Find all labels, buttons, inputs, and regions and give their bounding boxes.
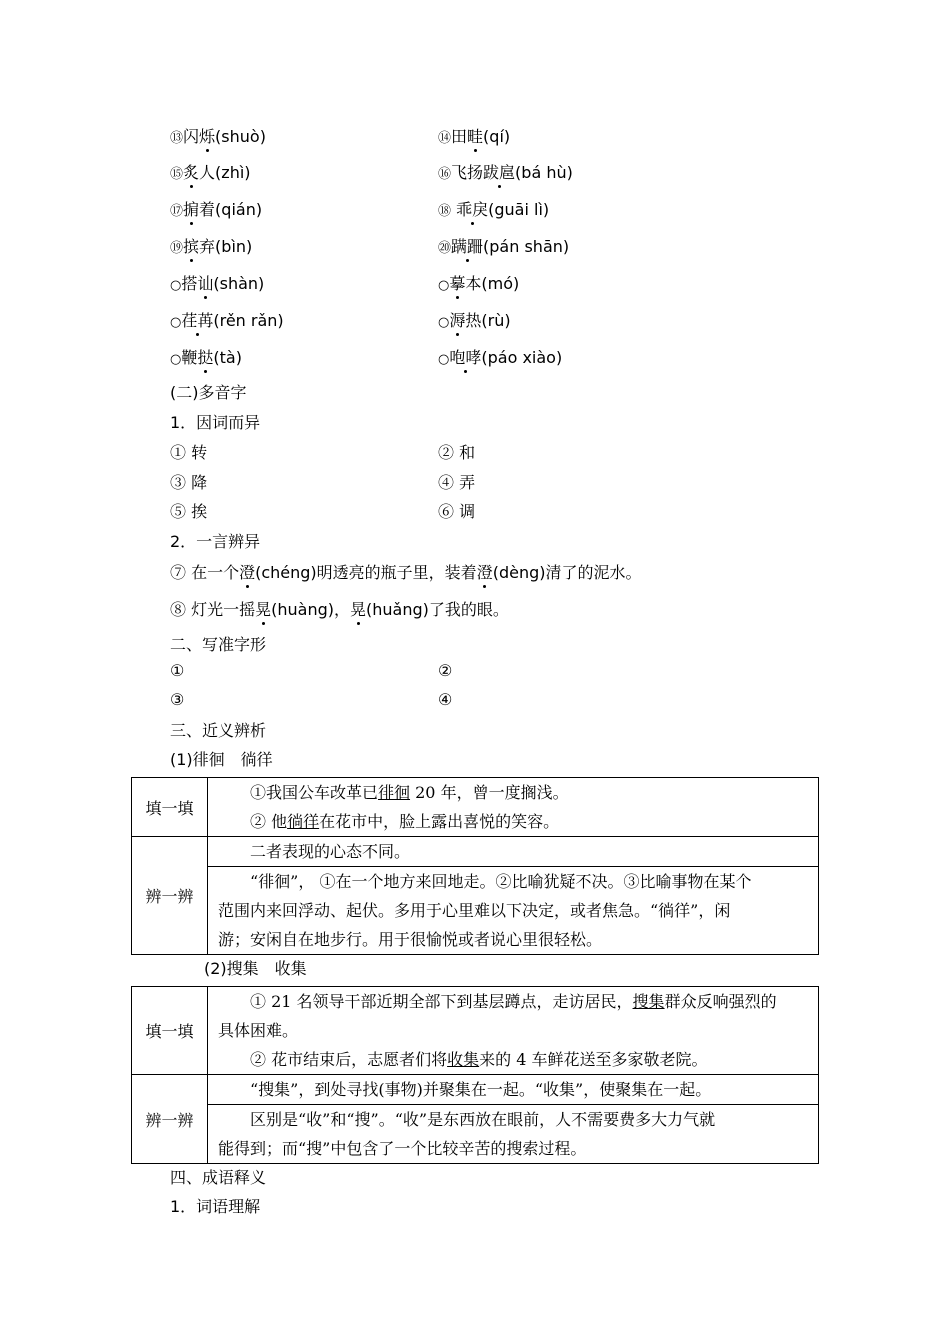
analyze-cell [208, 1075, 819, 1164]
fill-sentence: ② 花市结束后，志愿者们将收集来的 4 车鲜花送至多家敬老院。 [250, 1050, 708, 1069]
pronunciation-item: ⑯飞扬跋扈(bá hù) [438, 160, 573, 183]
pronunciation-item: ⑰掮着(qián) [170, 197, 262, 220]
subsection-idiom-title: 1．词语理解 [170, 1197, 261, 1216]
analyze-cell [208, 837, 819, 955]
polyphone-item: ⑥ 调 [438, 502, 476, 521]
analyze-label: 辨一辨 [132, 1075, 208, 1164]
table-1-title: (1)徘徊 徜徉 [170, 750, 273, 769]
analysis-line: 游；安闲自在地步行。用于很愉悦或者说心里很轻松。 [218, 930, 603, 949]
blank-item: ④ [438, 690, 453, 709]
analysis-line: 二者表现的心态不同。 [250, 842, 411, 861]
pronunciation-item: ⑭田畦(qí) [438, 124, 510, 147]
pronunciation-item: ○摹本(mó) [438, 271, 519, 294]
fill-sentence: 具体困难。 [218, 1021, 299, 1040]
pronunciation-item: ⑬闪烁(shuò) [170, 124, 266, 147]
analysis-line: “徘徊”， ①在一个地方来回地走。②比喻犹疑不决。③比喻事物在某个 [250, 872, 752, 891]
pronunciation-item: ○鞭挞(tà) [170, 345, 242, 368]
blank-item: ② [438, 661, 453, 680]
subsection-2-title: 2．一言辨异 [170, 532, 261, 551]
comparison-table-2 [131, 986, 819, 1164]
blank-item: ① [170, 661, 185, 680]
example-sentence-2: ⑧ 灯光一摇晃(huàng)，晃(huǎng)了我的眼。 [170, 597, 509, 620]
pronunciation-item: ⑲摈弃(bìn) [170, 234, 252, 257]
fill-sentence: ② 他徜徉在花市中，脸上露出喜悦的笑容。 [250, 812, 560, 831]
section-2-heading: 二、写准字形 [170, 635, 267, 654]
table-2-title: (2)搜集 收集 [204, 959, 307, 978]
analysis-line: 区别是“收”和“搜”。“收”是东西放在眼前，人不需要费多大力气就 [250, 1110, 716, 1129]
subsection-1-title: 1．因词而异 [170, 413, 261, 432]
fill-cell [208, 778, 819, 837]
pronunciation-item: ○咆哮(páo xiào) [438, 345, 562, 368]
pronunciation-item: ⑳蹒跚(pán shān) [438, 234, 569, 257]
section-3-heading: 三、近义辨析 [170, 721, 267, 740]
polyphone-item: ③ 降 [170, 473, 208, 492]
polyphone-item: ④ 弄 [438, 473, 476, 492]
analyze-label: 辨一辨 [132, 837, 208, 955]
pronunciation-item: ⑮炙人(zhì) [170, 160, 251, 183]
fill-label: 填一填 [132, 987, 208, 1075]
section-4-heading: 四、成语释义 [170, 1168, 267, 1187]
fill-cell [208, 987, 819, 1075]
fill-sentence: ① 21 名领导干部近期全部下到基层蹲点，走访居民，搜集群众反响强烈的 [250, 992, 777, 1011]
analysis-line: “搜集”，到处寻找(事物)并聚集在一起。“收集”，使聚集在一起。 [250, 1080, 712, 1099]
analysis-line: 范围内来回浮动、起伏。多用于心里难以下决定，或者焦急。“徜徉”，闲 [218, 901, 731, 920]
polyphone-item: ① 转 [170, 443, 208, 462]
pronunciation-item: ○溽热(rù) [438, 308, 511, 331]
analysis-line: 能得到；而“搜”中包含了一个比较辛苦的搜索过程。 [218, 1139, 587, 1158]
polyphone-item: ② 和 [438, 443, 476, 462]
blank-item: ③ [170, 690, 185, 709]
comparison-table-1 [131, 777, 819, 955]
pronunciation-item: ○荏苒(rěn rǎn) [170, 308, 284, 331]
pronunciation-item: ⑱ 乖戾(guāi lì) [438, 197, 549, 220]
polyphone-item: ⑤ 挨 [170, 502, 208, 521]
fill-sentence: ①我国公车改革已徘徊 20 年，曾一度搁浅。 [250, 783, 569, 802]
polyphone-heading: (二)多音字 [170, 383, 247, 402]
example-sentence-1: ⑦ 在一个澄(chéng)明透亮的瓶子里，装着澄(dèng)清了的泥水。 [170, 560, 642, 583]
pronunciation-item: ○搭讪(shàn) [170, 271, 264, 294]
fill-label: 填一填 [132, 778, 208, 837]
